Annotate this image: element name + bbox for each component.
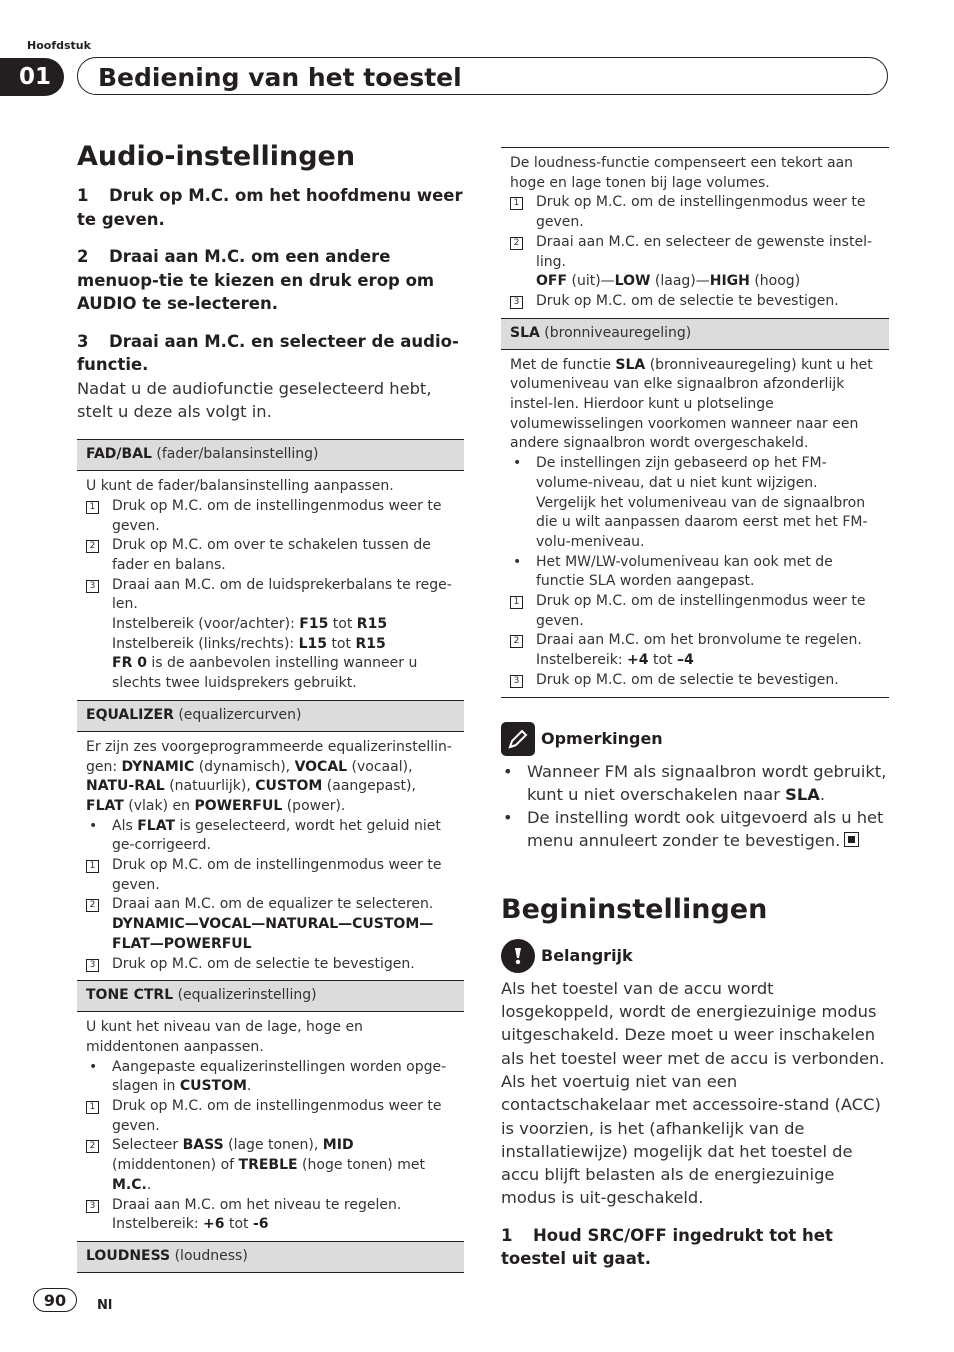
tonectrl-item-2: 2 Selecteer BASS (lage tonen), MID (middentonen) of TREBLE (hoge tonen) met M.C.. <box>86 1136 455 1195</box>
pencil-icon <box>501 722 535 756</box>
notes-heading: Opmerkingen <box>501 722 889 756</box>
fadbal-box <box>77 439 464 700</box>
chapter-number: 01 <box>0 58 64 96</box>
sla-header: SLA (bronniveauregeling) <box>501 319 889 350</box>
left-column <box>77 140 464 1273</box>
tonectrl-bullet: • Aangepaste equalizerinstellingen worden opge-slagen in CUSTOM. <box>89 1058 447 1095</box>
fadbal-intro: U kunt de fader/balansinstelling aanpassen. <box>86 478 394 495</box>
tonectrl-item-1: 1 Druk op M.C. om de instellingenmodus weer te geven. <box>86 1097 455 1136</box>
hoofdstuk-label: Hoofdstuk <box>27 39 91 52</box>
sla-item-2: 2 Draai aan M.C. om het bronvolume te regelen. Instelbereik: +4 tot –4 <box>510 631 880 670</box>
audio-step-1: 1 Druk op M.C. om het hoofdmenu weer te geven. <box>77 186 463 229</box>
audio-step-3-body: Nadat u de audiofunctie geselecteerd hebt, stelt u deze als volgt in. <box>77 378 432 421</box>
equalizer-header: EQUALIZER (equalizercurven) <box>77 701 464 732</box>
loudness-header: LOUDNESS (loudness) <box>77 1242 464 1273</box>
loudness-box <box>501 147 889 318</box>
sla-bullet-1: • De instellingen zijn gebaseerd op het FM-volume-niveau, dat u niet kunt wijzigen. Vergelijk het volumeniveau van de signaalbron die u wilt aanpassen daarom eerst met het FM-volu-meniveau. <box>513 455 868 550</box>
warning-icon <box>501 939 535 973</box>
fadbal-item-2: 2 Druk op M.C. om over te schakelen tussen de fader en balans. <box>86 536 455 575</box>
right-column <box>501 147 889 1271</box>
begin-body: Als het toestel van de accu wordt losgekoppeld, wordt de energiezuinige modus uitgeschakeld. Deze moet u weer inschakelen als het toestel weer met de accu is verbonden. Als het voertuig niet van een contactschakelaar met accessoire-stand (ACC) is voorzien, is het (afhankelijk van de installatiewijze) mogelijk dat het toestel de accu blijft belasten als de energiezuinige modus is uit-geschakeld. <box>501 978 885 1208</box>
language-label: Nl <box>97 1298 113 1313</box>
fadbal-item-3: 3 Draai aan M.C. om de luidsprekerbalans te rege-len. Instelbereik (voor/achter): F15 tot R15 Instelbereik (links/rechts): L15 tot R15 FR 0 is de aanbevolen instelling wanneer u slechts twee luidsprekers gebruikt. <box>86 576 455 694</box>
fadbal-header: FAD/BAL (fader/balansinstelling) <box>77 440 464 471</box>
equalizer-item-1: 1 Druk op M.C. om de instellingenmodus weer te geven. <box>86 856 455 895</box>
tonectrl-intro: U kunt het niveau van de lage, hoge en middentonen aanpassen. <box>86 1019 363 1055</box>
equalizer-item-2: 2 Draai aan M.C. om de equalizer te selecteren. DYNAMIC—VOCAL—NATURAL—CUSTOM—FLAT—POWERFUL <box>86 895 455 954</box>
sla-box <box>501 318 889 698</box>
note-2: • De instelling wordt ook uitgevoerd als u het menu annuleert zonder te bevestigen. <box>503 808 884 851</box>
tonectrl-box <box>77 980 464 1241</box>
audio-step-3: 3 Draai aan M.C. en selecteer de audio-functie. <box>77 331 459 374</box>
audio-step-2: 2 Draai aan M.C. om een andere menuop-tie te kiezen en druk erop om AUDIO te se-lecteren. <box>77 247 435 313</box>
loudness-item-2: 2 Draai aan M.C. en selecteer de gewenste instel-ling. OFF (uit)—LOW (laag)—HIGH (hoog) <box>510 233 880 292</box>
fadbal-item-1: 1 Druk op M.C. om de instellingenmodus weer te geven. <box>86 497 455 536</box>
note-1: • Wanneer FM als signaalbron wordt gebruikt, kunt u niet overschakelen naar SLA. <box>503 761 887 804</box>
sla-bullet-2: • Het MW/LW-volumeniveau kan ook met de functie SLA worden aangepast. <box>513 553 833 590</box>
page-number: 90 <box>33 1288 77 1312</box>
audio-settings-title: Audio-instellingen <box>77 141 356 172</box>
equalizer-box <box>77 700 464 980</box>
begininstellingen-title: Begininstellingen <box>501 893 768 925</box>
tonectrl-item-3: 3 Draai aan M.C. om het niveau te regelen. Instelbereik: +6 tot -6 <box>86 1196 455 1235</box>
equalizer-bullet: • Als FLAT is geselecteerd, wordt het geluid niet ge-corrigeerd. <box>89 817 441 854</box>
loudness-box-header <box>77 1241 464 1273</box>
begin-step-1: 1 Houd SRC/OFF ingedrukt tot het toestel uit gaat. <box>501 1225 833 1269</box>
equalizer-intro: Er zijn zes voorgeprogrammeerde equalizerinstellin-gen: DYNAMIC (dynamisch), VOCAL (vocaal), NATU-RAL (natuurlijk), CUSTOM (aangepast), FLAT (vlak) en POWERFUL (power). <box>86 738 452 814</box>
loudness-item-3: 3 Druk op M.C. om de selectie te bevestigen. <box>510 292 880 312</box>
loudness-intro: De loudness-functie compenseert een tekort aan hoge en lage tonen bij lage volumes. <box>510 155 854 191</box>
tonectrl-header: TONE CTRL (equalizerinstelling) <box>77 981 464 1012</box>
equalizer-item-3: 3 Druk op M.C. om de selectie te bevestigen. <box>86 955 455 975</box>
sla-intro: Met de functie SLA (bronniveauregeling) kunt u het volumeniveau van elke signaalbron afzonderlijk instel-len. Hierdoor kunt u plotselinge volumewisselingen voorkomen wanneer naar een andere signaalbron wordt overgeschakeld. <box>510 356 873 452</box>
end-of-section-icon <box>844 832 859 847</box>
chapter-title: Bediening van het toestel <box>98 62 462 92</box>
important-heading: Belangrijk <box>501 939 889 973</box>
sla-item-1: 1 Druk op M.C. om de instellingenmodus weer te geven. <box>510 592 880 631</box>
sla-item-3: 3 Druk op M.C. om de selectie te bevestigen. <box>510 671 880 691</box>
loudness-item-1: 1 Druk op M.C. om de instellingenmodus weer te geven. <box>510 193 880 232</box>
